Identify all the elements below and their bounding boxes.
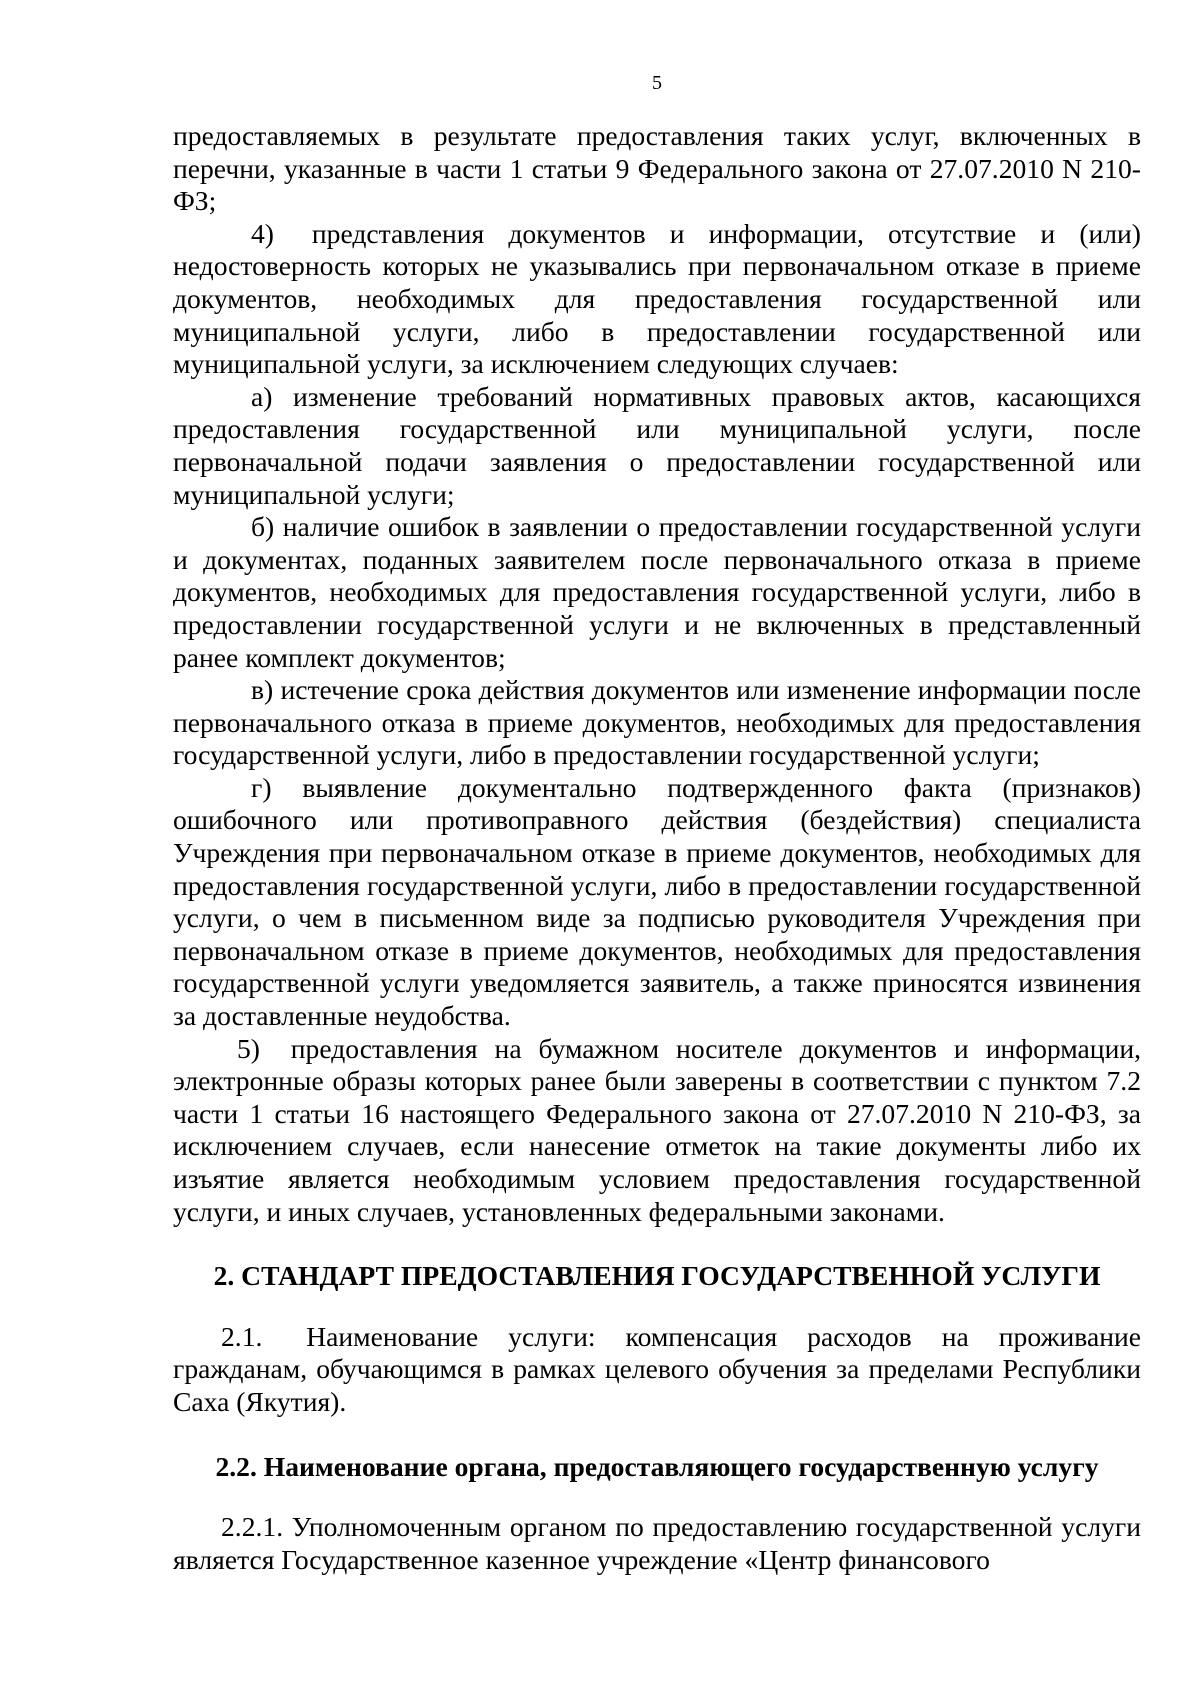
section-heading: 2. СТАНДАРТ ПРЕДОСТАВЛЕНИЯ ГОСУДАРСТВЕННОЙ УСЛУГИ <box>213 1260 1101 1292</box>
paragraph-subitem-v: в) истечение срока действия документов или изменение информации после первоначального отказа в приеме документов, необходимых для предоставления государственной услуги, либо в предоставлении государственной услуги; <box>173 674 1141 771</box>
page-number: 5 <box>652 72 662 94</box>
paragraph-subitem-g: г) выявление документально подтвержденного факта (признаков) ошибочного или противоправного действия (бездействия) специалиста Учреждения при первоначальном отказе в приеме документов, необходимых для предоставления государственной услуги, либо в предоставлении государственной услуги, о чем в письменном виде за подписью руководителя Учреждения при первоначальном отказе в приеме документов, необходимых для предоставления государственной услуги уведомляется заявитель, а также приносятся извинения за доставленные неудобства. <box>173 771 1141 1032</box>
paragraph-2-1: 2.1. Наименование услуги: компенсация расходов на проживание гражданам, обучающимся в рамках целевого обучения за пределами Республики Саха (Якутия). <box>173 1320 1141 1417</box>
paragraph-item-4: 4) представления документов и информации, отсутствие и (или) недостоверность которых не указывались при первоначальном отказе в приеме документов, необходимых для предоставления государственной или муниципальной услуги, либо в предоставлении государственной или муниципальной услуги, за исключением следующих случаев: <box>173 217 1141 380</box>
subsection-heading: 2.2. Наименование органа, предоставляющего государственную услугу <box>215 1450 1099 1482</box>
paragraph-subitem-a: а) изменение требований нормативных правовых актов, касающихся предоставления государственной или муниципальной услуги, после первоначальной подачи заявления о предоставлении государственной или муниципальной услуги; <box>173 380 1141 510</box>
paragraph-2-2-1: 2.2.1. Уполномоченным органом по предоставлению государственной услуги является Государственное казенное учреждение «Центр финансового <box>173 1511 1141 1575</box>
paragraph-subitem-b: б) наличие ошибок в заявлении о предоставлении государственной услуги и документах, поданных заявителем после первоначального отказа в приеме документов, необходимых для предоставления государственной услуги, либо в предоставлении государственной услуги и не включенных в представленный ранее комплект документов; <box>173 511 1141 673</box>
paragraph-item-5: 5) предоставления на бумажном носителе документов и информации, электронные образы которых ранее были заверены в соответствии с пунктом 7.2 части 1 статьи 16 настоящего Федерального закона от 27.07.2010 N 210-ФЗ, за исключением случаев, если нанесение отметок на такие документы либо их изъятие является необходимым условием предоставления государственной услуги, и иных случаев, установленных федеральными законами. <box>173 1032 1141 1227</box>
paragraph-continuation: предоставляемых в результате предоставления таких услуг, включенных в перечни, указанные в части 1 статьи 9 Федерального закона от 27.07.2010 N 210-ФЗ; <box>173 120 1141 217</box>
document-body <box>173 120 1141 1576</box>
